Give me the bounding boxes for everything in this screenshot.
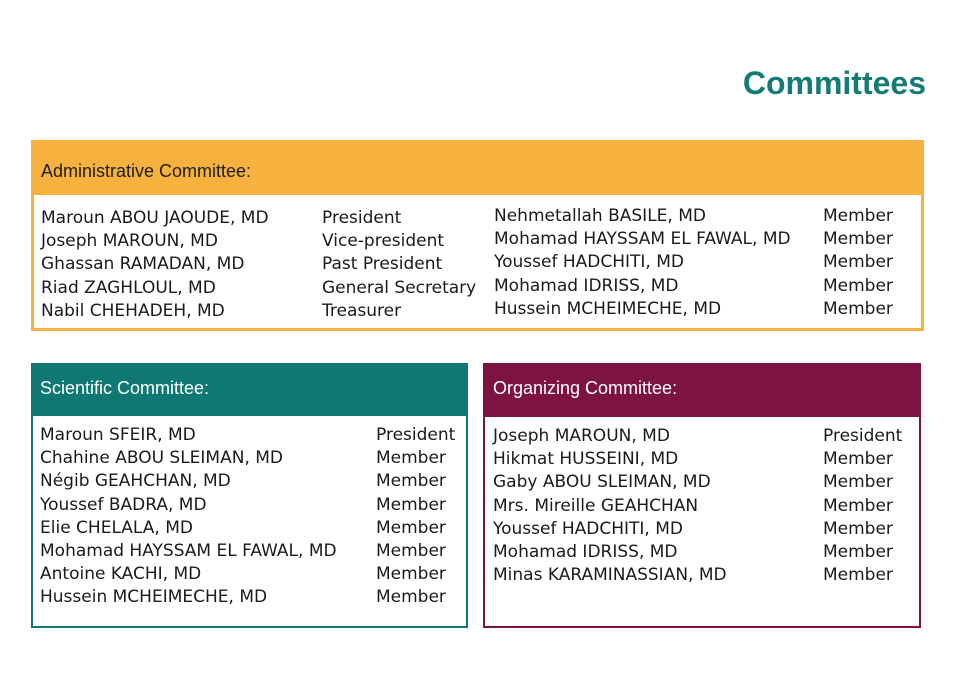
member-row	[40, 563, 466, 586]
member-role: Member	[823, 229, 893, 250]
member-name: Youssef HADCHITI, MD	[493, 518, 683, 539]
member-row	[494, 298, 893, 321]
member-role: Member	[376, 541, 446, 562]
member-name: Maroun SFEIR, MD	[40, 425, 196, 445]
member-name: Youssef HADCHITI, MD	[494, 252, 684, 273]
member-row	[493, 564, 919, 587]
scientific-committee-body	[33, 416, 466, 610]
member-row	[493, 425, 919, 448]
scientific-committee-box	[31, 363, 468, 628]
member-row	[494, 275, 893, 298]
member-role: General Secretary	[322, 277, 477, 298]
member-row	[40, 540, 466, 563]
member-name: Mohamad IDRISS, MD	[493, 542, 678, 563]
member-role: Member	[823, 206, 893, 226]
member-name: Elie CHELALA, MD	[40, 517, 193, 538]
member-row	[41, 253, 476, 276]
member-name: Riad ZAGHLOUL, MD	[41, 277, 216, 298]
member-name: Hussein MCHEIMECHE, MD	[494, 298, 722, 319]
member-row	[493, 541, 919, 564]
member-name: Nehmetallah BASILE, MD	[494, 206, 706, 226]
member-role: Vice-president	[322, 231, 445, 252]
member-name: Joseph MAROUN, MD	[493, 426, 670, 446]
member-role: Member	[823, 542, 893, 563]
member-name: Maroun ABOU JAOUDE, MD	[41, 208, 269, 228]
member-role: President	[322, 208, 402, 228]
member-role: Member	[823, 565, 893, 586]
member-name: Mrs. Mireille GEAHCHAN	[493, 495, 699, 516]
member-role: Member	[376, 494, 446, 515]
member-row	[41, 230, 476, 253]
member-row	[494, 205, 893, 228]
member-row	[493, 495, 919, 518]
member-row	[494, 251, 893, 274]
member-row	[41, 300, 476, 323]
member-role: Member	[376, 448, 446, 469]
member-role: Member	[823, 495, 893, 516]
member-role: Member	[376, 471, 446, 492]
member-row	[41, 277, 476, 300]
member-role: Past President	[322, 254, 443, 275]
member-name: Hikmat HUSSEINI, MD	[493, 449, 679, 470]
member-role: President	[376, 425, 456, 445]
administrative-left-column	[41, 207, 476, 323]
organizing-committee-header: Organizing Committee:	[485, 365, 919, 417]
member-role: Member	[823, 449, 893, 470]
member-name: Chahine ABOU SLEIMAN, MD	[40, 448, 284, 469]
member-role: Member	[376, 587, 446, 608]
member-row	[40, 424, 466, 447]
member-role: President	[823, 426, 903, 446]
member-name: Hussein MCHEIMECHE, MD	[40, 587, 268, 608]
page-title: Committees	[742, 65, 926, 101]
organizing-committee-body	[485, 417, 919, 587]
member-name: Mohamad HAYSSAM EL FAWAL, MD	[494, 229, 791, 250]
administrative-committee-body	[34, 195, 921, 321]
member-row	[40, 586, 466, 609]
member-name: Joseph MAROUN, MD	[41, 231, 218, 252]
member-name: Mohamad HAYSSAM EL FAWAL, MD	[40, 541, 337, 562]
member-row	[40, 470, 466, 493]
member-role: Member	[823, 275, 893, 296]
member-name: Mohamad IDRISS, MD	[494, 275, 679, 296]
organizing-committee-box	[483, 363, 921, 628]
member-row	[493, 471, 919, 494]
scientific-committee-header: Scientific Committee:	[33, 365, 466, 416]
member-name: Négib GEAHCHAN, MD	[40, 471, 231, 492]
administrative-committee-header: Administrative Committee:	[34, 143, 921, 195]
member-name: Minas KARAMINASSIAN, MD	[493, 565, 727, 586]
member-row	[40, 517, 466, 540]
member-role: Member	[376, 517, 446, 538]
member-name: Youssef BADRA, MD	[40, 494, 207, 515]
member-role: Member	[823, 252, 893, 273]
member-row	[40, 494, 466, 517]
member-role: Treasurer	[322, 300, 402, 321]
member-row	[41, 207, 476, 230]
member-name: Gaby ABOU SLEIMAN, MD	[493, 472, 711, 493]
member-name: Ghassan RAMADAN, MD	[41, 254, 245, 275]
member-role: Member	[823, 518, 893, 539]
member-name: Nabil CHEHADEH, MD	[41, 300, 225, 321]
administrative-committee-box	[31, 140, 924, 331]
administrative-right-column	[494, 205, 893, 321]
member-role: Member	[376, 564, 446, 585]
member-name: Antoine KACHI, MD	[40, 564, 202, 585]
member-role: Member	[823, 298, 893, 319]
member-row	[494, 228, 893, 251]
member-role: Member	[823, 472, 893, 493]
member-row	[40, 447, 466, 470]
member-row	[493, 518, 919, 541]
member-row	[493, 448, 919, 471]
